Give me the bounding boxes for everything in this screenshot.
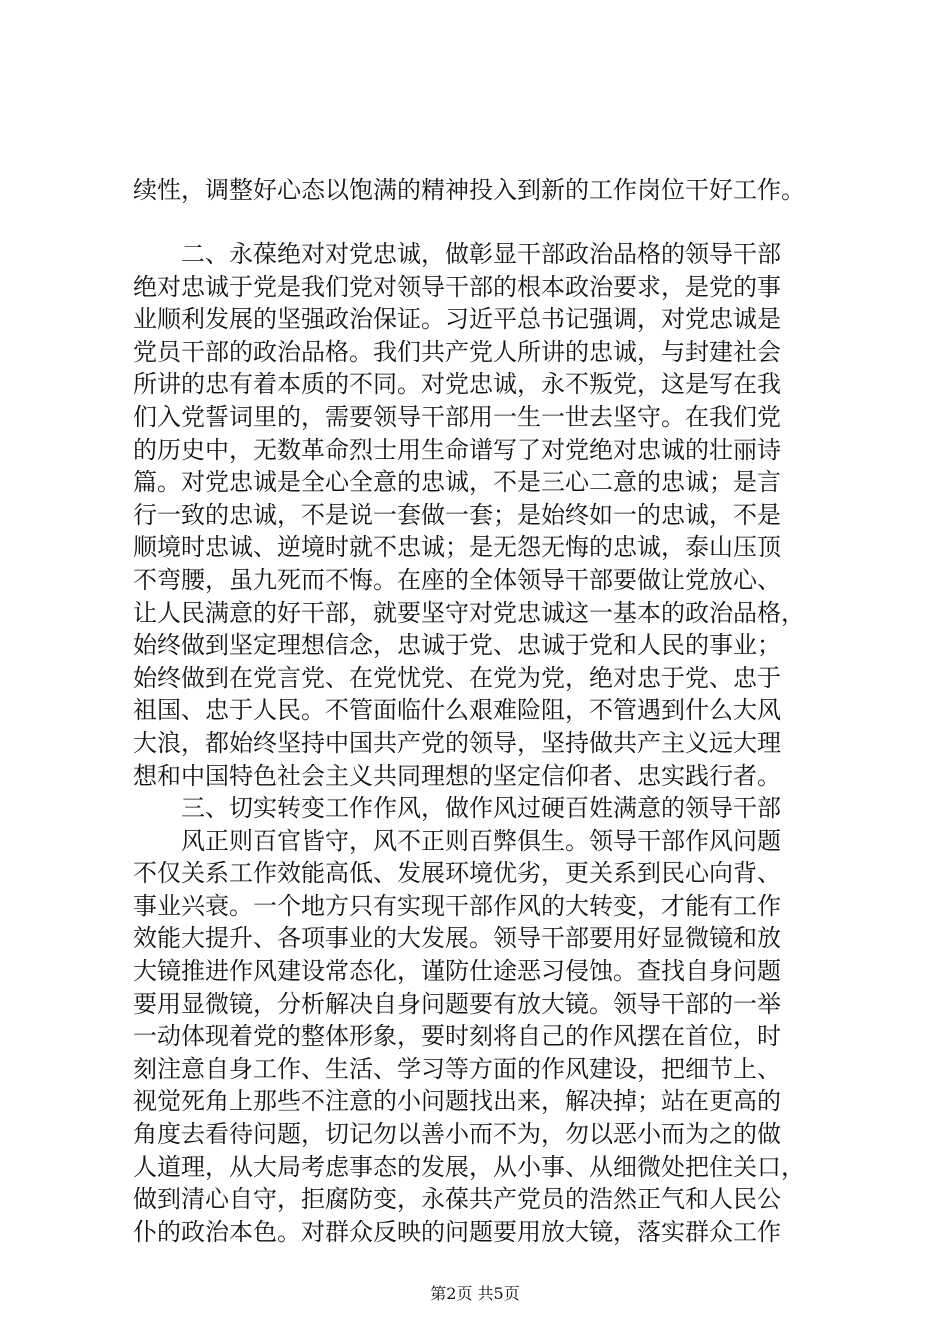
text-line: 风正则百官皆守，风不正则百弊俱生。领导干部作风问题 [133,826,781,855]
text-line: 仆的政治本色。对群众反映的问题要用放大镜，落实群众工作 [133,1217,781,1246]
text-line: 篇。对党忠诚是全心全意的忠诚，不是三心二意的忠诚；是言 [133,468,781,497]
text-line: 角度去看待问题，切记勿以善小而不为，勿以恶小而为之的做 [133,1120,781,1149]
text-line: 的历史中，无数革命烈士用生命谱写了对党绝对忠诚的壮丽诗 [133,435,781,464]
body-text [133,238,833,1248]
text-line: 大镜推进作风建设常态化，谨防仕途恶习侵蚀。查找自身问题 [133,957,781,986]
text-line: 三、切实转变工作作风，做作风过硬百姓满意的领导干部 [133,794,781,823]
text-line: 行一致的忠诚，不是说一套做一套；是始终如一的忠诚，不是 [133,500,781,529]
text-line: 让人民满意的好干部，就要坚守对党忠诚这一基本的政治品格， [133,598,805,627]
text-line: 一动体现着党的整体形象，要时刻将自己的作风摆在首位，时 [133,1022,781,1051]
continuation-line: 续性，调整好心态以饱满的精神投入到新的工作岗位干好工作。 [133,176,805,204]
text-line: 顺境时忠诚、逆境时就不忠诚；是无怨无悔的忠诚，泰山压顶 [133,533,781,562]
text-line: 始终做到在党言党、在党忧党、在党为党，绝对忠于党、忠于 [133,663,781,692]
page-footer: 第2页 共5页 [430,1284,520,1303]
text-line: 绝对忠诚于党是我们党对领导干部的根本政治要求，是党的事 [133,272,781,301]
text-line: 做到清心自守，拒腐防变，永葆共产党员的浩然正气和人民公 [133,1185,781,1214]
text-line: 不弯腰，虽九死而不悔。在座的全体领导干部要做让党放心、 [133,565,781,594]
text-line: 二、永葆绝对对党忠诚，做彰显干部政治品格的领导干部 [133,240,781,268]
text-line: 们入党誓词里的，需要领导干部用一生一世去坚守。在我们党 [133,402,781,431]
text-line: 所讲的忠有着本质的不同。对党忠诚，永不叛党，这是写在我 [133,370,781,399]
text-line: 祖国、忠于人民。不管面临什么艰难险阻，不管遇到什么大风 [133,696,781,725]
text-line: 不仅关系工作效能高低、发展环境优劣，更关系到民心向背、 [133,859,781,888]
text-line: 人道理，从大局考虑事态的发展，从小事、从细微处把住关口， [133,1152,805,1181]
text-line: 要用显微镜，分析解决自身问题要有放大镜。领导干部的一举 [133,989,781,1018]
text-line: 刻注意自身工作、生活、学习等方面的作风建设，把细节上、 [133,1054,781,1083]
text-line: 党员干部的政治品格。我们共产党人所讲的忠诚，与封建社会 [133,337,781,366]
text-line: 业顺利发展的坚强政治保证。习近平总书记强调，对党忠诚是 [133,305,781,334]
text-line: 视觉死角上那些不注意的小问题找出来，解决掉；站在更高的 [133,1087,781,1116]
text-line: 效能大提升、各项事业的大发展。领导干部要用好显微镜和放 [133,924,781,953]
text-line: 始终做到坚定理想信念，忠诚于党、忠诚于党和人民的事业； [133,631,781,660]
text-line: 大浪，都始终坚持中国共产党的领导，坚持做共产主义远大理 [133,728,781,757]
text-line: 事业兴衰。一个地方只有实现干部作风的大转变，才能有工作 [133,891,781,920]
text-line: 想和中国特色社会主义共同理想的坚定信仰者、忠实践行者。 [133,761,781,790]
